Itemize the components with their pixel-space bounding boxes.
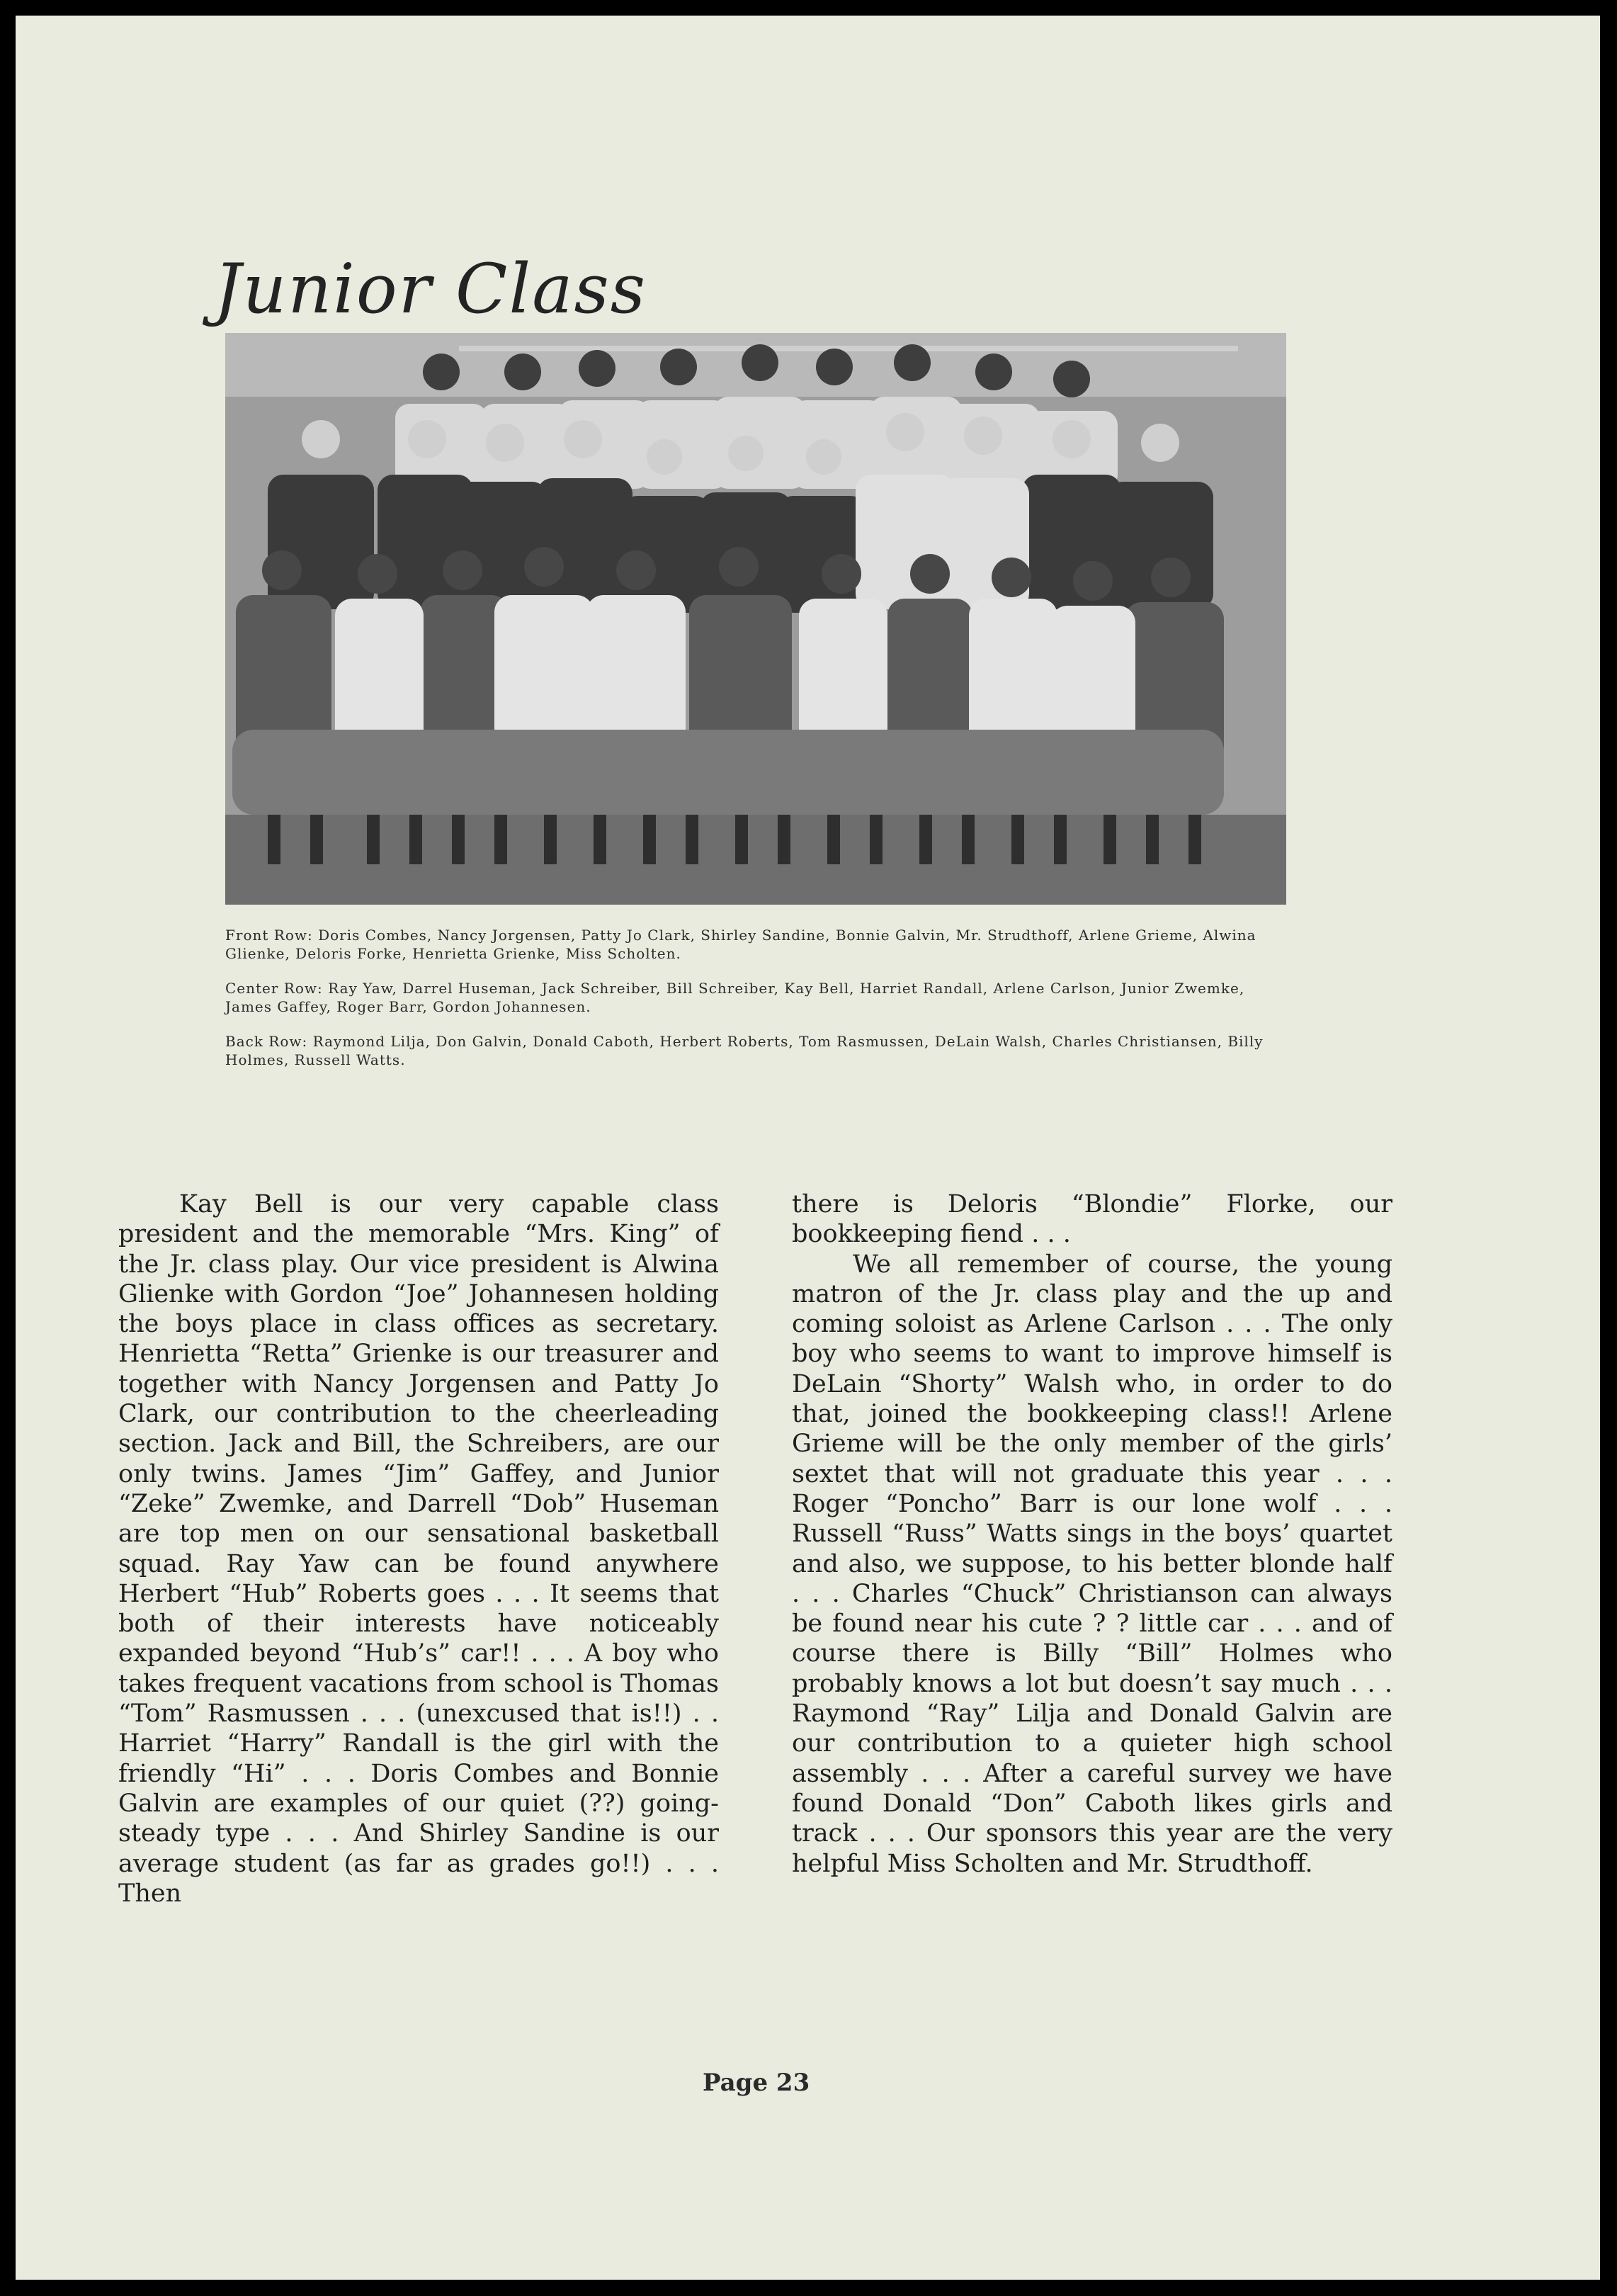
right-paragraph-2: We all remember of course, the young matron of the Jr. class play and the up and coming soloist as Arlene Carlson . . . The only boy who seems to want to improve himself is DeLain “Shorty” Walsh who, in order to do that, joined the bookkeeping class!! Arlene Grieme will be the only member of the girls’ sextet that will not graduate this year . . . Roger “Poncho” Barr is our lone wolf . . . Russell “Russ” Watts sings in the boys’ quartet and also, we suppose, to his better blonde half . . . Charles “Chuck” Christianson can always be found near his cute ? ? little car . . . and of course there is Billy “Bill” Holmes who probably knows a lot but doesn’t say much . . . Raymond “Ray” Lilja and Donald Galvin are our contribution to a quieter high school assembly . . . After a careful survey we have found Donald “Don” Caboth likes girls and track . . . Our sponsors this year are the very helpful Miss Scholten and Mr. Strudthoff.: [792, 1250, 1392, 1878]
caption-center-row: Center Row: Ray Yaw, Darrel Huseman, Jack Schreiber, Bill Schreiber, Kay Bell, Harriet Randall, Arlene Carlson, Junior Zwemke, James Gaffey, Roger Barr, Gordon Johannesen.: [225, 980, 1245, 1015]
body-right-column: [792, 1189, 1392, 1879]
class-photo-illustration: [225, 333, 1286, 905]
left-paragraph: Kay Bell is our very capable class president and the memorable “Mrs. King” of the Jr. class play. Our vice president is Alwina Glienke with Gordon “Joe” Johannesen holding the boys place in class offices as secretary. Henrietta “Retta” Grienke is our treasurer and together with Nancy Jorgensen and Patty Jo Clark, our contribution to the cheerleading section. Jack and Bill, the Schreibers, are our only twins. James “Jim” Gaffey, and Junior “Zeke” Zwemke, and Darrell “Dob” Huseman are top men on our sensational basketball squad. Ray Yaw can be found anywhere Herbert “Hub” Roberts goes . . . It seems that both of their interests have noticeably expanded beyond “Hub’s” car!! . . . A boy who takes frequent vacations from school is Thomas “Tom” Rasmussen . . . (unexcused that is!!) . . Harriet “Harry” Randall is the girl with the friendly “Hi” . . . Doris Combes and Bonnie Galvin are examples of our quiet (??) going-steady type . . . And Shirley Sandine is our average student (as far as grades go!!) . . . Then: [118, 1190, 719, 1908]
body-left-column: [118, 1189, 719, 1908]
page-heading: Junior Class: [214, 249, 647, 329]
class-photo: [225, 333, 1286, 905]
caption-front-row: Front Row: Doris Combes, Nancy Jorgensen, Patty Jo Clark, Shirley Sandine, Bonnie Galvin, Mr. Strudthoff, Arlene Grieme, Alwina Glienke, Deloris Forke, Henrietta Grienke, Miss Scholten.: [225, 927, 1256, 962]
page-number: Page 23: [703, 2069, 810, 2097]
caption-back-row: Back Row: Raymond Lilja, Don Galvin, Donald Caboth, Herbert Roberts, Tom Rasmussen, DeLain Walsh, Charles Christiansen, Billy Holmes, Russell Watts.: [225, 1033, 1264, 1068]
right-paragraph-1: there is Deloris “Blondie” Florke, our bookkeeping fiend . . .: [792, 1190, 1392, 1249]
yearbook-page: [16, 16, 1600, 2280]
